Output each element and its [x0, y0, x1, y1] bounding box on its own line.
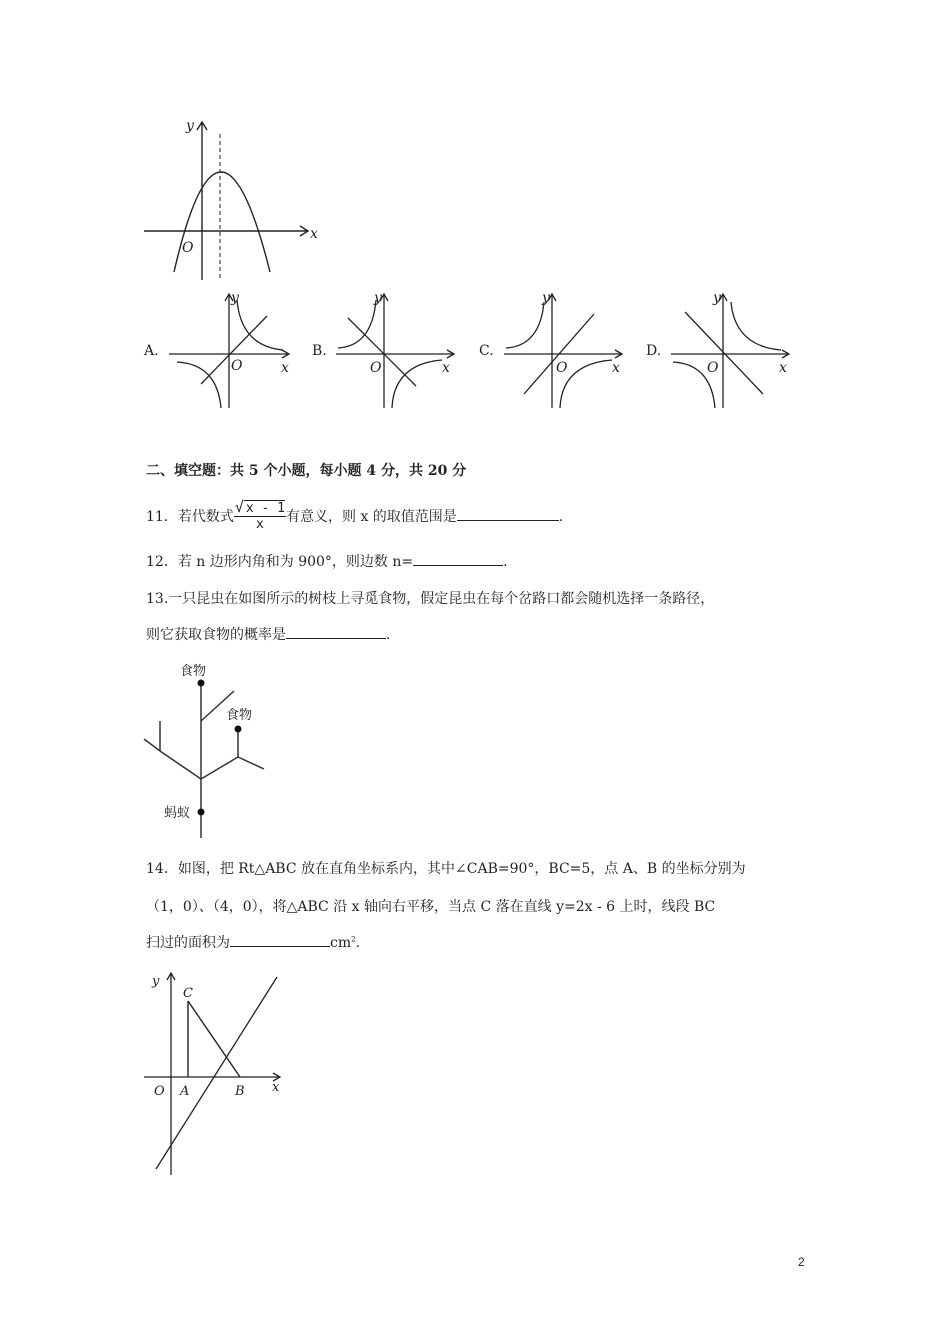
q14-line3-text: 扫过的面积为: [146, 935, 230, 951]
parabola-graph: [140, 112, 320, 282]
food-label-1: 食物: [180, 664, 207, 679]
question-12: [146, 551, 508, 571]
x-axis-label: x: [442, 360, 450, 376]
y-axis-label: y: [542, 290, 550, 306]
q14-unit-sup: 2: [351, 935, 356, 944]
option-d-letter: D.: [646, 343, 662, 359]
q12-text: 若 n 边形内角和为 900°，则边数 n=: [177, 554, 414, 570]
ant-label: 蚂蚁: [164, 806, 191, 821]
q13-answer-blank[interactable]: [286, 624, 386, 639]
question-11: [146, 500, 563, 534]
option-b-letter: B.: [312, 343, 327, 359]
q10-parabola-figure: [140, 112, 320, 282]
y-axis-label: y: [186, 118, 194, 134]
q11-suffix: 有意义，则 x 的取值范围是: [286, 509, 457, 525]
q11-denominator: x: [256, 517, 264, 532]
x-axis-label: x: [612, 360, 620, 376]
q13-line1: 13.一只昆虫在如图所示的树枝上寻觅食物，假定昆虫在每个岔路口都会随机选择一条路径，: [146, 591, 715, 607]
q14-unit: cm: [330, 935, 352, 951]
q13-line2: [146, 624, 390, 644]
q14-coordinate-figure: [140, 965, 300, 1180]
q12-end: .: [503, 554, 508, 570]
food-point-2: [235, 726, 242, 733]
x-axis-label: x: [779, 360, 787, 376]
q12-answer-blank[interactable]: [413, 551, 503, 566]
q11-answer-blank[interactable]: [457, 506, 559, 521]
origin-label: O: [231, 358, 243, 374]
origin-label: O: [154, 1084, 165, 1099]
point-b-label: B: [235, 1084, 245, 1099]
q11-end: .: [558, 509, 564, 525]
option-b-graph: [332, 290, 462, 410]
x-axis-label: x: [310, 226, 318, 242]
x-axis-label: x: [281, 360, 289, 376]
y-axis-label: y: [152, 974, 160, 989]
point-a-label: A: [180, 1084, 190, 1099]
section-heading: 二、填空题：共 5 个小题，每小题 4 分，共 20 分: [146, 463, 467, 479]
origin-label: O: [556, 360, 568, 376]
y-axis-label: y: [374, 290, 382, 306]
option-c-letter: C.: [479, 343, 494, 359]
point-c-label: C: [183, 986, 193, 1001]
q11-number: 11．: [146, 509, 178, 525]
page-number: 2: [798, 1255, 805, 1269]
q14-line3: [146, 932, 360, 952]
ant-point: [198, 809, 205, 816]
q11-fraction: $\frac{√ x - 1}{x}$: [234, 498, 285, 532]
option-c-graph: [500, 290, 630, 410]
food-point-1: [198, 680, 205, 687]
origin-label: O: [707, 360, 719, 376]
option-a-graph: [165, 290, 295, 410]
q14-end: .: [355, 935, 361, 951]
q11-prefix: 若代数式: [177, 509, 234, 525]
origin-label: O: [182, 240, 194, 256]
x-axis-label: x: [272, 1080, 280, 1095]
q13-end: .: [386, 627, 391, 643]
q14-line1: 14．如图，把 Rt△ABC 放在直角坐标系内，其中∠CAB=90°，BC=5，点 A、B 的坐标分别为: [146, 861, 746, 877]
q13-line2-text: 则它获取食物的概率是: [146, 627, 286, 643]
q12-number: 12．: [146, 554, 178, 570]
food-label-2: 食物: [226, 708, 253, 723]
y-axis-label: y: [713, 290, 721, 306]
y-axis-label: y: [231, 290, 239, 306]
q14-answer-blank[interactable]: [230, 932, 330, 947]
option-a-letter: A.: [144, 343, 159, 359]
q13-tree-figure: [140, 655, 270, 840]
q14-line2: （1，0）、（4，0），将△ABC 沿 x 轴向右平移，当点 C 落在直线 y=2x - 6 上时，线段 BC: [146, 899, 716, 915]
option-d-graph: [667, 290, 797, 410]
q11-sqrt-numerator: x - 1: [245, 501, 285, 516]
origin-label: O: [370, 360, 382, 376]
